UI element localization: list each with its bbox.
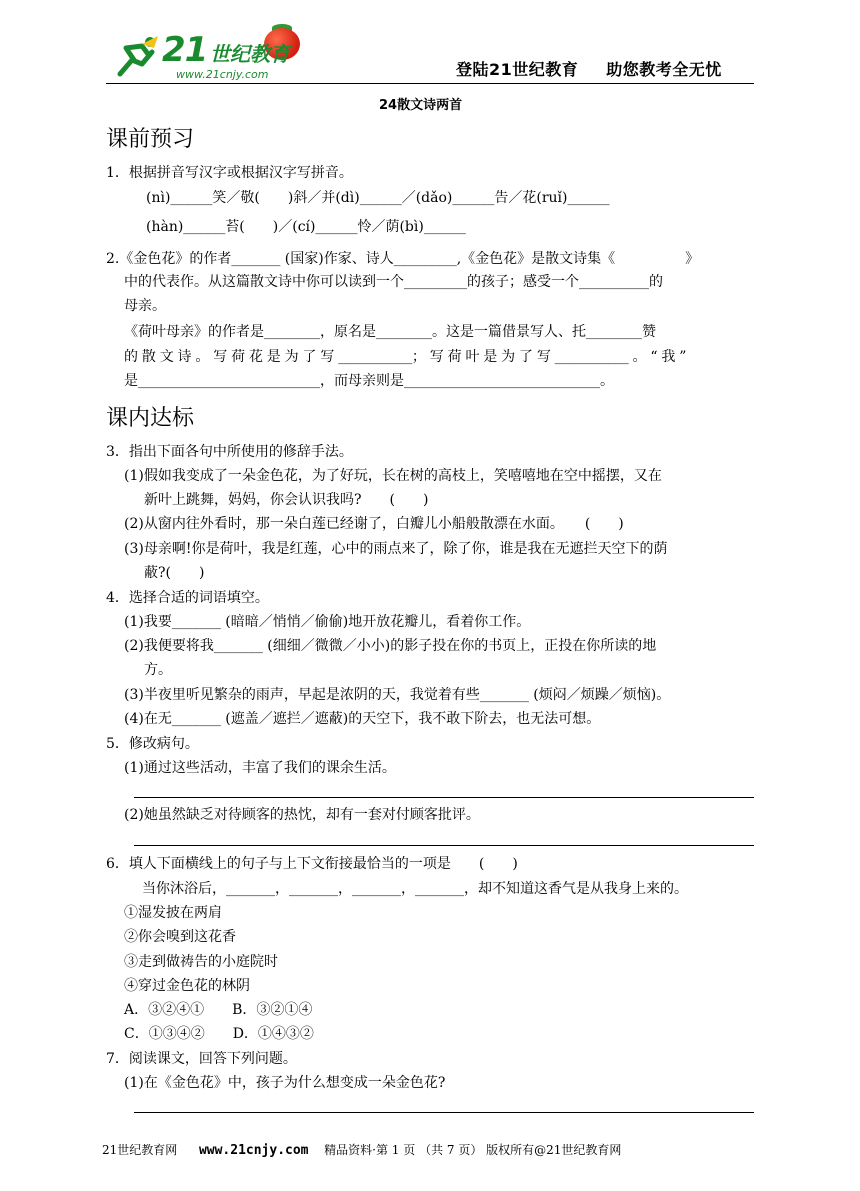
option-item: ④穿过金色花的林阴: [124, 978, 250, 994]
footer-url[interactable]: www.21cnjy.com: [198, 1143, 309, 1158]
question-line: 7．阅读课文，回答下列问题。: [106, 1051, 297, 1067]
question-line: 《荷叶母亲》的作者是________，原名是________。这是一篇借景写人、托________赞: [124, 324, 656, 340]
answer-line[interactable]: [134, 845, 754, 846]
question-line: 当你沐浴后，_______，_______，_______，_______，却不知道这香气是从我身上来的。: [142, 881, 688, 897]
option-item: ③走到做祷告的小庭院时: [124, 954, 278, 970]
slogan-right: 助您教考全无忧: [606, 60, 722, 79]
question-line: 母亲。: [124, 298, 166, 314]
question-line: 1．根据拼音写汉字或根据汉字写拼音。: [106, 165, 353, 181]
header-slogan: [456, 57, 722, 80]
section-heading-classwork: 课内达标: [106, 406, 195, 431]
question-line: 方。: [144, 662, 172, 678]
runner-icon: [112, 34, 164, 78]
footer-page-info: 精品资料·第 1 页 （共 7 页） 版权所有@21世纪教育网: [324, 1143, 622, 1157]
question-line: 4．选择合适的词语填空。: [106, 590, 269, 606]
question-line: (4)在无_______ (遮盖／遮拦／遮蔽)的天空下，我不敢下阶去，也无法可想。: [124, 711, 601, 727]
answer-choices: A．③②④① B．③②①④: [124, 1002, 313, 1018]
question-line: (nì)______笑／敬( )斜／并(dì)______／(dǎo)______告／花(ruǐ)______: [146, 190, 610, 206]
question-line: (2)她虽然缺乏对待顾客的热忱，却有一套对付顾客批评。: [124, 807, 480, 823]
footer-site: 21世纪教育网: [102, 1143, 178, 1157]
option-item: ②你会嗅到这花香: [124, 929, 236, 945]
logo-url: www.21cnjy.com: [176, 68, 269, 81]
logo-text: 世纪教育: [210, 42, 290, 66]
question-line: (3)母亲啊!你是荷叶，我是红莲，心中的雨点来了，除了你，谁是我在无遮拦天空下的荫: [124, 541, 668, 557]
question-line: (1)通过这些活动，丰富了我们的课余生活。: [124, 760, 396, 776]
answer-line[interactable]: [134, 1112, 754, 1113]
option-item: ①湿发披在两肩: [124, 905, 222, 921]
section-heading-preview: 课前预习: [106, 127, 195, 152]
question-line: 5．修改病句。: [106, 736, 199, 752]
question-line: (hàn)______苔( )／(cí)______怜／荫(bì)______: [146, 219, 466, 235]
question-line: 蔽?( ): [144, 565, 205, 581]
question-line: 新叶上跳舞，妈妈，你会认识我吗? ( ): [144, 492, 429, 508]
answer-choices: C．①③④② D．①④③②: [124, 1026, 314, 1042]
question-line: 的 散 文 诗 。 写 荷 花 是 为 了 写 ___________； 写 荷 叶 是 为 了 写 ___________ 。 “ 我 ”: [124, 349, 687, 365]
site-logo: [112, 24, 312, 82]
question-line: 3．指出下面各句中所使用的修辞手法。: [106, 444, 353, 460]
header-divider: [106, 83, 754, 84]
question-line: (3)半夜里听见繁杂的雨声，早起是浓阴的天，我觉着有些_______ (烦闷／烦躁／烦恼)。: [124, 687, 671, 703]
question-line: (1)在《金色花》中，孩子为什么想变成一朵金色花?: [124, 1075, 446, 1091]
question-line: 是__________________________，而母亲则是____________________________。: [124, 373, 614, 389]
question-line: 中的代表作。从这篇散文诗中你可以读到一个_________的孩子；感受一个__________的: [124, 274, 663, 290]
question-line: 6．填人下面横线上的句子与上下文衔接最恰当的一项是 ( ): [106, 856, 518, 872]
question-line: 2.《金色花》的作者_______ (国家)作家、诗人_________,《金色花》是散文诗集《 》: [106, 251, 700, 267]
logo-number: 21: [162, 30, 208, 70]
page-footer: [102, 1141, 621, 1158]
question-line: (1)假如我变成了一朵金色花，为了好玩，长在树的高枝上，笑嘻嘻地在空中摇摆，又在: [124, 468, 662, 484]
question-line: (2)从窗内往外看时，那一朵白莲已经谢了，白瓣儿小船般散漂在水面。 ( ): [124, 516, 624, 532]
slogan-left: 登陆21世纪教育: [456, 60, 579, 79]
answer-line[interactable]: [134, 797, 754, 798]
document-title: 24散文诗两首: [379, 98, 463, 113]
question-line: (1)我要_______ (暗暗／悄悄／偷偷)地开放花瓣儿，看着你工作。: [124, 614, 531, 630]
question-line: (2)我便要将我_______ (细细／微微／小小)的影子投在你的书页上，正投在你所读的地: [124, 638, 657, 654]
